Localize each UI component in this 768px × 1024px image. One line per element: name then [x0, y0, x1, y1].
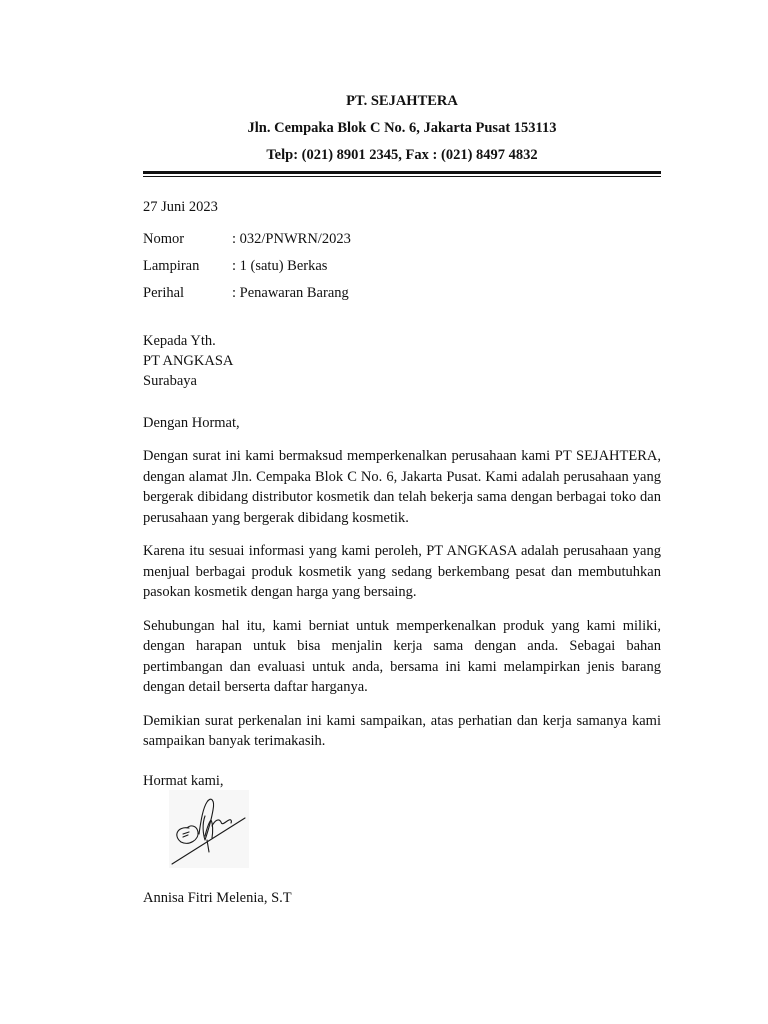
meta-key: Nomor	[143, 231, 185, 247]
letterhead-divider-thick	[143, 171, 661, 174]
signer-name: Annisa Fitri Melenia, S.T	[143, 890, 292, 906]
body-paragraph-1: Dengan surat ini kami bermaksud memperkenalkan perusahaan kami PT SEJAHTERA, dengan alamat Jln. Cempaka Blok C No. 6, Jakarta Pusat. Kami adalah perusahaan yang bergerak dibidang distributor kosmetik dan telah bekerja sama dengan berbagai toko dan perusahaan yang bergerak dibidang kosmetik.	[143, 448, 661, 526]
company-address: Jln. Cempaka Blok C No. 6, Jakarta Pusat 153113	[247, 120, 557, 136]
meta-row-lampiran	[143, 256, 661, 283]
closing-phrase: Hormat kami,	[143, 773, 224, 789]
recipient-company: PT ANGKASA	[143, 353, 234, 369]
meta-value: : 1 (satu) Berkas	[232, 258, 328, 274]
recipient-greeting: Kepada Yth.	[143, 333, 216, 349]
meta-key: Perihal	[143, 285, 185, 301]
letter-meta	[143, 229, 661, 310]
meta-value: : Penawaran Barang	[232, 285, 349, 301]
salutation: Dengan Hormat,	[143, 415, 240, 431]
recipient-block	[143, 331, 233, 391]
meta-key: Lampiran	[143, 258, 200, 274]
body-paragraph-3: Sehubungan hal itu, kami berniat untuk memperkenalkan produk yang kami miliki, dengan harapan untuk bisa menjalin kerja sama dengan anda. Sebagai bahan pertimbangan dan evaluasi untuk anda, bersama ini kami melampirkan jenis barang dengan detail berserta daftar harganya.	[143, 617, 661, 695]
letterhead	[143, 88, 661, 169]
letter-body	[143, 446, 661, 765]
meta-row-perihal	[143, 283, 661, 310]
company-contact: Telp: (021) 8901 2345, Fax : (021) 8497 4832	[266, 147, 538, 163]
company-name: PT. SEJAHTERA	[346, 93, 458, 109]
meta-row-nomor	[143, 229, 661, 256]
signature-image	[169, 790, 249, 868]
body-paragraph-4: Demikian surat perkenalan ini kami sampaikan, atas perhatian dan kerja samanya kami sampaikan banyak terimakasih.	[143, 712, 661, 749]
body-paragraph-2: Karena itu sesuai informasi yang kami peroleh, PT ANGKASA adalah perusahaan yang menjual berbagai produk kosmetik yang sedang berkembang pesat dan membutuhkan pasokan kosmetik dengan harga yang bersaing.	[143, 543, 661, 600]
letter-date: 27 Juni 2023	[143, 199, 218, 215]
meta-value: : 032/PNWRN/2023	[232, 231, 351, 247]
recipient-city: Surabaya	[143, 373, 197, 389]
letterhead-divider-thin	[143, 176, 661, 177]
